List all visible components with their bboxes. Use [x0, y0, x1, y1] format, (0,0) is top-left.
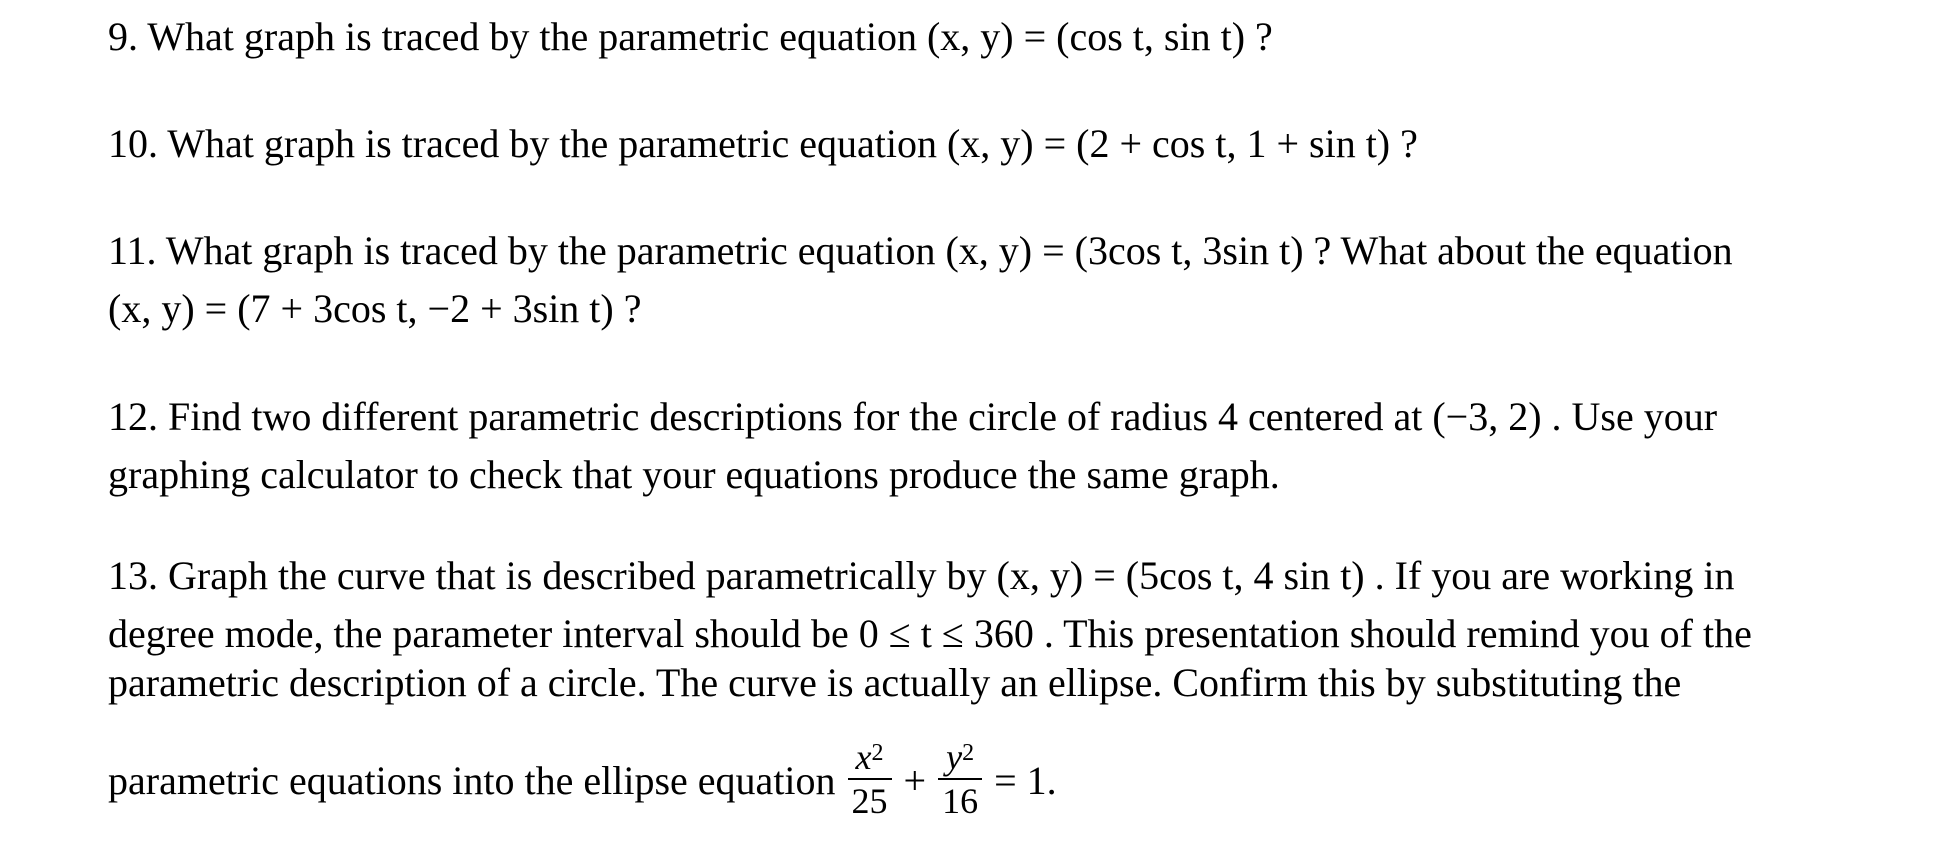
fraction-x-variable: x [855, 737, 872, 777]
fraction-y-denominator: 16 [942, 781, 979, 821]
question-11-text-1: 11. What graph is traced by the parametric equation (x, y) = (3cos t, 3sin t) ? What about the equation [108, 228, 1733, 273]
question-12-text-2: graphing calculator to check that your equations produce the same graph. [108, 452, 1280, 497]
question-11-line-1 [108, 228, 1733, 274]
question-13-line-1 [108, 553, 1735, 599]
question-13-text-1: 13. Graph the curve that is described parametrically by (x, y) = (5cos t, 4 sin t) . If you are working in [108, 553, 1735, 598]
question-11-text-2: (x, y) = (7 + 3cos t, −2 + 3sin t) ? [108, 286, 642, 331]
question-12-text-1: 12. Find two different parametric descriptions for the circle of radius 4 centered at (−3, 2) . Use your [108, 394, 1718, 439]
fraction-y-exponent: 2 [962, 740, 975, 766]
question-12-line-2 [108, 452, 1280, 498]
question-13-line-3 [108, 660, 1681, 706]
question-9 [108, 14, 1273, 60]
question-11-line-2 [108, 286, 642, 332]
question-13-text-3: parametric description of a circle. The curve is actually an ellipse. Confirm this by substituting the [108, 660, 1682, 705]
ellipse-equals-one: = 1. [994, 758, 1057, 804]
fraction-x-denominator: 25 [851, 781, 888, 821]
question-13-line-2 [108, 611, 1752, 657]
question-13-line-4 [108, 737, 1057, 826]
ellipse-fraction-x [848, 738, 892, 820]
question-13-text-4: parametric equations into the ellipse equation [108, 758, 836, 804]
question-12-line-1 [108, 394, 1717, 440]
fraction-x-exponent: 2 [871, 740, 884, 766]
ellipse-plus: + [903, 758, 927, 804]
ellipse-fraction-y [938, 738, 982, 820]
question-9-text: 9. What graph is traced by the parametric equation (x, y) = (cos t, sin t) ? [108, 14, 1273, 59]
question-10-text: 10. What graph is traced by the parametric equation (x, y) = (2 + cos t, 1 + sin t) ? [108, 121, 1418, 166]
question-13-text-2: degree mode, the parameter interval should be 0 ≤ t ≤ 360 . This presentation should remind you of the [108, 611, 1752, 656]
question-10 [108, 121, 1418, 167]
fraction-y-numerator [938, 738, 982, 778]
fraction-x-numerator [848, 738, 892, 778]
fraction-y-variable: y [946, 737, 963, 777]
